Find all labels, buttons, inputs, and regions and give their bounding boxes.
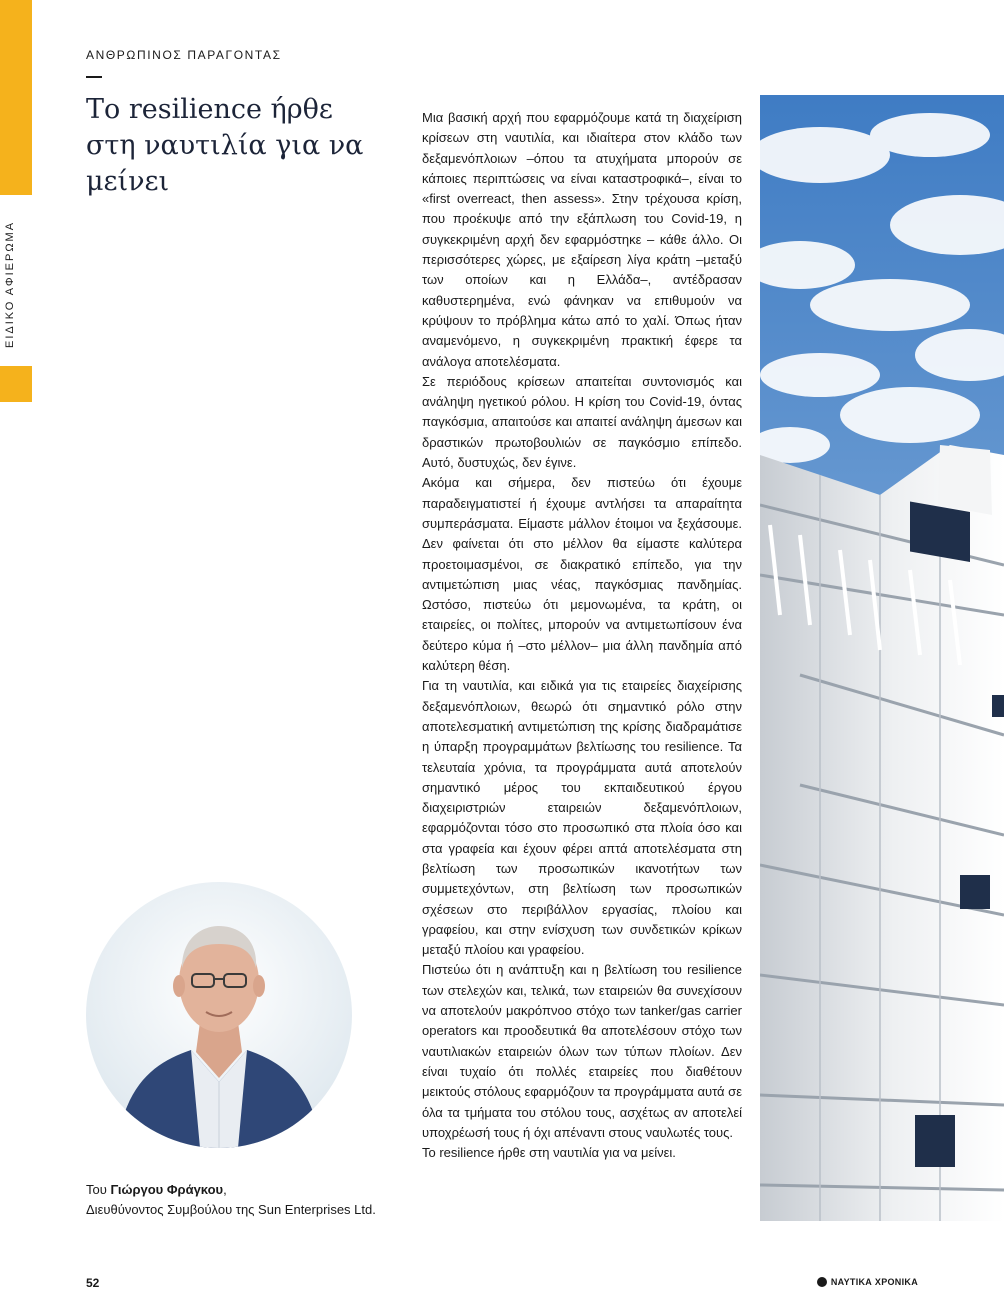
sidebar-accent-bottom [0,366,32,402]
paragraph: Πιστεύω ότι η ανάπτυξη και η βελτίωση του resilience των στελεχών και, τελικά, των εταιρειών θα συνεχίσουν να αποτελούν μακρόπνοο στόχο των tanker/gas carrier operators και προοδευτικά θα αποτελέσουν στόχο των ναυτιλιακών εταιρειών όλων των τύπων πλοίων. Δεν είναι τυχαίο ότι πολλές εταιρείες που διαθέτουν μεικτούς στόλους εφαρμόζουν τα προγράμματα αυτά σε όλα τα τμήματα του στόλου τους, ασχέτως αν αποτελεί υποχρέωσή τους ή όχι απέναντι στους ναυλωτές τους. [422,962,742,1140]
paragraph: Για τη ναυτιλία, και ειδικά για τις εταιρείες διαχείρισης δεξαμενόπλοιων, θεωρώ ότι σημαντικό ρόλο στην αποτελεσματική αντιμετώπιση της κρίσης διαδραμάτισε η ύπαρξη προγραμμάτων βελτίωσης του resilience. Τα τελευταία χρόνια, τα προγράμματα αυτά αποτελούν σημαντικό μέρος του εκπαιδευτικού έργου διαχειριστριών εταιρειών δεξαμενόπλοιων, εφαρμόζονται τόσο στο προσωπικό στα πλοία όσο και στα γραφεία και έχουν φέρει απτά αποτελέσματα στη βελτίωση των προσωπικών ικανοτήτων των συμμετεχόντων, στη βελτίωση των προσωπικών σχέσεων στο περιβάλλον εργασίας, πλοίου και γραφείου, και στην ενίσχυση των συνδετικών κρίκων μεταξύ πλοίου και γραφείου. [422,678,742,958]
byline-comma: , [223,1182,227,1197]
brand-name: ΝΑΥΤΙΚΑ ΧΡΟΝΙΚΑ [830,1277,918,1287]
paragraph: Ακόμα και σήμερα, δεν πιστεύω ότι έχουμε παραδειγματιστεί ή έχουμε αντλήσει τα απαραίτητα συμπεράσματα. Είμαστε μάλλον έτοιμοι να ξεχάσουμε. Δεν φαίνεται ότι στο μέλλον θα είμαστε καλύτερα προετοιμασμένοι, σε διακρατικό επίπεδο, για την αντιμετώπιση μιας νέας, παγκόσμιας πανδημίας. Ωστόσο, πιστεύω ότι μεμονωμένα, τα κράτη, οι εταιρείες, οι πολίτες, μπορούν να αντιμετωπίσουν ένα δεύτερο κύμα ή –στο μέλλον– μια άλλη πανδημία από καλύτερη θέση. [422,475,742,674]
portrait-image [86,882,352,1148]
paragraph: Το resilience ήρθε στη ναυτιλία για να μείνει. [422,1145,676,1161]
publication-brand [817,1277,918,1287]
section-divider [86,76,102,78]
page-number: 52 [86,1276,100,1290]
author-name: Γιώργου Φράγκου [110,1182,224,1197]
article-headline: Το resilience ήρθε στη ναυτιλία για να μείνει [86,94,364,197]
ship-photo [760,95,1004,1221]
author-byline [86,1180,406,1220]
paragraph: Μια βασική αρχή που εφαρμόζουμε κατά τη διαχείριση κρίσεων στη ναυτιλία, και ιδιαίτερα στον κλάδο των δεξαμενόπλοιων –όπου τα ατυχήματα μπορούν σε κάποιες περιπτώσεις να είναι καταστροφικά–, είναι το «first overreact, then assess». Στην τρέχουσα κρίση, που προέκυψε από την εξάπλωση του Covid-19, η συγκεκριμένη αρχή δεν εφαρμόστηκε – κάθε άλλο. Οι περισσότερες χώρες, με εξαίρεση λίγα κράτη –μεταξύ των οποίων και η Ελλάδα–, αντέδρασαν καθυστερημένα, ενώ φάνηκαν να επιθυμούν να κρύψουν το πρόβλημα κάτω από το χαλί. Όπως ήταν αναμενόμενο, η συγκεκριμένη πρακτική έφερε τα ανάλογα αποτελέσματα. [422,110,742,369]
sidebar-label: ΕΙΔΙΚΟ ΑΦΙΕΡΩΜΑ [4,220,16,348]
author-role: Διευθύνοντος Συμβούλου της Sun Enterprises Ltd. [86,1202,376,1217]
brand-logo-icon [817,1277,827,1287]
author-portrait [86,882,352,1148]
section-label: ΑΝΘΡΩΠΙΝΟΣ ΠΑΡΑΓΟΝΤΑΣ [86,48,282,62]
byline-prefix: Του [86,1182,107,1197]
paragraph: Σε περιόδους κρίσεων απαιτείται συντονισμός και ανάληψη ηγετικού ρόλου. Η κρίση του Covid-19, όντας παγκόσμια, απαιτούσε και απαιτεί ανάληψη άμεσων και δραστικών πρωτοβουλιών σε παγκόσμιο επίπεδο. Αυτό, δυστυχώς, δεν έγινε. [422,373,742,471]
ship-superstructure-image [760,95,1004,1221]
article-body [422,108,742,1163]
sidebar-accent-top [0,0,32,195]
